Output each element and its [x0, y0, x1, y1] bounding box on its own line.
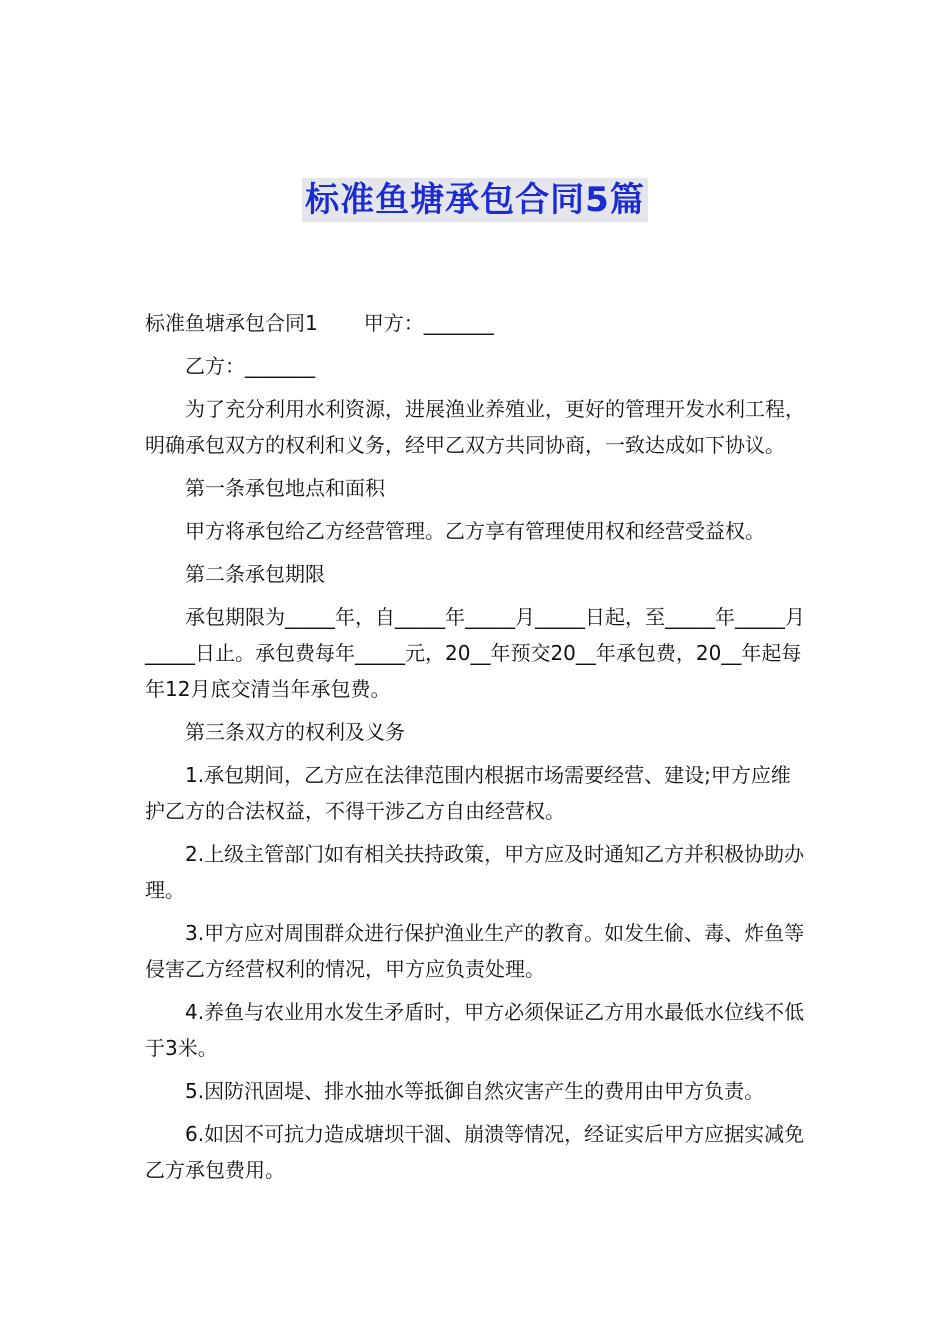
contract-heading-line [145, 305, 810, 341]
article-3-item-1: 1.承包期间，乙方应在法律范围内根据市场需要经营、建设;甲方应维护乙方的合法权益，不得干涉乙方自由经营权。 [145, 763, 791, 823]
document-body [145, 305, 810, 1195]
article-1-paragraph: 甲方将承包给乙方经营管理。乙方享有管理使用权和经营受益权。 [185, 519, 765, 543]
contract-heading: 标准鱼塘承包合同1 [145, 311, 318, 335]
party-b-line: 乙方：_______ [185, 354, 315, 378]
document-title: 标准鱼塘承包合同5篇 [302, 178, 648, 222]
article-2-heading: 第二条承包期限 [185, 562, 325, 586]
title-block [0, 178, 950, 222]
article-3-item-2: 2.上级主管部门如有相关扶持政策，甲方应及时通知乙方并积极协助办理。 [145, 842, 805, 902]
article-3-item-6: 6.如因不可抗力造成塘坝干涸、崩溃等情况，经证实后甲方应据实减免乙方承包费用。 [145, 1122, 805, 1182]
article-1-heading: 第一条承包地点和面积 [185, 476, 385, 500]
article-3-item-3: 3.甲方应对周围群众进行保护渔业生产的教育。如发生偷、毒、炸鱼等侵害乙方经营权利的情况，甲方应负责处理。 [145, 921, 805, 981]
article-2-paragraph: 承包期限为_____年，自_____年_____月_____日起，至_____年_____月_____日止。承包费每年_____元，20__年预交20__年承包费，20__年起每年12月底交清当年承包费。 [145, 605, 805, 701]
preamble-paragraph: 为了充分利用水利资源，进展渔业养殖业，更好的管理开发水利工程，明确承包双方的权利和义务，经甲乙双方共同协商，一致达成如下协议。 [145, 397, 805, 457]
article-3-heading: 第三条双方的权利及义务 [185, 720, 405, 744]
party-a-line: 甲方：_______ [363, 311, 494, 335]
article-3-item-4: 4.养鱼与农业用水发生矛盾时，甲方必须保证乙方用水最低水位线不低于3米。 [145, 1000, 805, 1060]
article-3-item-5: 5.因防汛固堤、排水抽水等抵御自然灾害产生的费用由甲方负责。 [185, 1079, 765, 1103]
